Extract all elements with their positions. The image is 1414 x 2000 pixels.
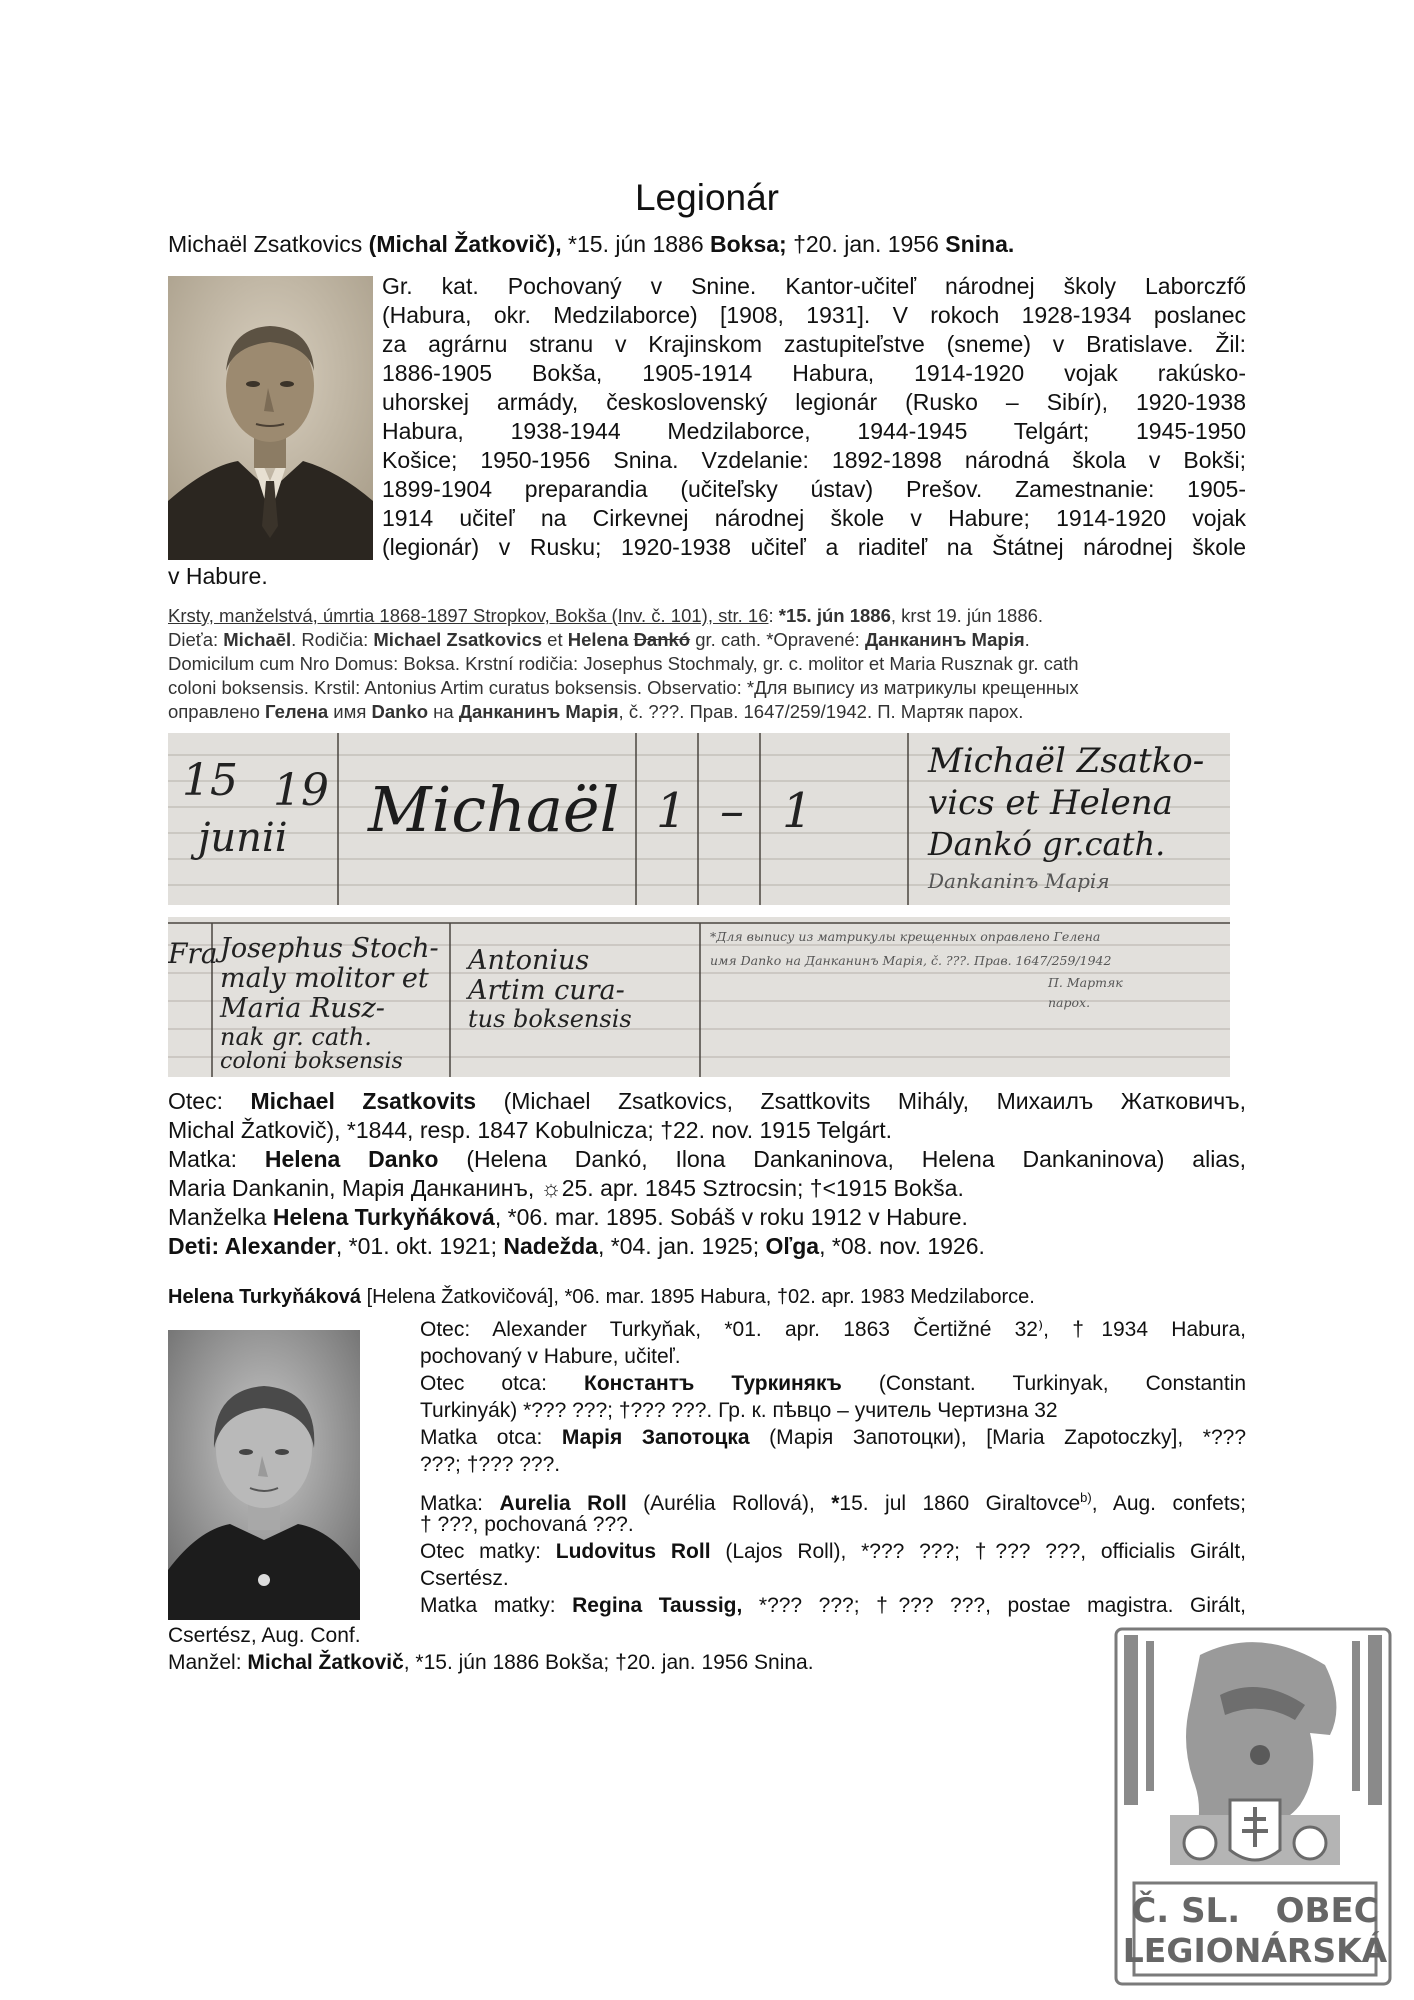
- record-source: Krsty, manželstvá, úmrtia 1868-1897 Stropkov, Bokša (Inv. č. 101), str. 16: [168, 605, 769, 626]
- scan-note-1: *Для выпису из матрикулы крещенных оправлено Гелена: [710, 929, 1101, 944]
- wife-header: [168, 1285, 1035, 1310]
- person-death-place: Snina.: [945, 231, 1015, 257]
- family-label: Manželka: [168, 1204, 273, 1230]
- wife-name: Helena Turkyňáková: [272, 1204, 495, 1230]
- record-text: et: [542, 629, 568, 650]
- wife-detail-text: 15. jul 1860 Giraltovce: [839, 1492, 1081, 1515]
- wife-detail-label: Matka matky:: [420, 1594, 573, 1617]
- wife-detail-text: (Lajos Roll), *??? ???; †??? ???, officialis Girált,: [710, 1540, 1246, 1563]
- mother-line-2: Maria Dankanin, Марія Данканинъ, ☼25. apr. 1845 Sztrocsin; †<1915 Bokša.: [168, 1175, 964, 1201]
- wife-detail-label: Otec otca:: [420, 1372, 585, 1395]
- record-child: Michaēl: [223, 629, 292, 650]
- child-date: , *08. nov. 1926.: [819, 1233, 985, 1259]
- wife-detail-name: Aurelia Roll: [499, 1492, 627, 1515]
- wife-detail-name: Ludovitus Roll: [555, 1540, 711, 1563]
- scan-day: 15: [182, 755, 238, 806]
- father-name: Michael Zsatkovits: [250, 1088, 477, 1114]
- wife-header-details: [Helena Žatkovičová], *06. mar. 1895 Habura, †02. apr. 1983 Medzilaborce.: [361, 1286, 1035, 1308]
- scan-priest-1: Antonius: [468, 945, 590, 976]
- record-text: , č. ???. Прав. 1647/259/1942. П. Мартяк парох.: [618, 701, 1024, 722]
- scan-priest-2: Artim cura-: [468, 975, 625, 1006]
- wife-detail-label: Matka:: [420, 1492, 500, 1515]
- wife-detail-text: (Марія Запотоцки), [Maria Zapotoczky], *???: [749, 1426, 1246, 1449]
- person-name-slovak: (Michal Žatkovič),: [368, 231, 562, 257]
- wife-detail-text: , *15. jún 1886 Bokša; †20. jan. 1956 Snina.: [403, 1651, 814, 1674]
- husband-line: [168, 1649, 814, 1676]
- bio-line: 1886-1905 Bokša, 1905-1914 Habura, 1914-1920 vojak rakúsko-: [382, 360, 1246, 386]
- mother-line: [168, 1145, 1246, 1174]
- scan-status: Fra: [168, 937, 218, 970]
- bio-line: uhorskej armády, československý legionár (Rusko – Sibír), 1920-1938: [382, 389, 1246, 415]
- scan-col-3: 1: [782, 783, 813, 839]
- wife-detail-footnote: b): [1080, 1490, 1092, 1505]
- child-name: Alexander: [224, 1233, 336, 1259]
- record-text: gr. cath. *Opravené:: [690, 629, 865, 650]
- child-name: Oľga: [765, 1233, 820, 1259]
- wife-detail-line: [420, 1424, 1246, 1451]
- mother-aliases: (Helena Dankó, Ilona Dankaninova, Helena Dankaninova) alias,: [438, 1146, 1246, 1172]
- wife-line: [168, 1203, 968, 1232]
- wife-detail-label: Otec matky:: [420, 1540, 556, 1563]
- wife-detail-text: *: [831, 1492, 840, 1515]
- register-scan-bottom: [168, 917, 1230, 1077]
- record-birth: *15. jún 1886: [778, 605, 891, 626]
- scan-col-1: 1: [656, 783, 687, 839]
- record-text: .: [1024, 629, 1030, 650]
- scan-month: junii: [198, 815, 288, 861]
- bio-line: Košice; 1950-1956 Snina. Vzdelanie: 1892-1898 národná škola v Bokši;: [382, 447, 1246, 473]
- wife-detail-text: (Constant. Turkinyak, Constantin: [841, 1372, 1246, 1395]
- wife-detail-name: Michal Žatkovič: [247, 1651, 404, 1674]
- record-text: на: [428, 701, 459, 722]
- bio-line: Habura, 1938-1944 Medzilaborce, 1944-1945 Telgárt; 1945-1950: [382, 418, 1246, 444]
- scan-godparents-5: coloni boksensis: [220, 1049, 403, 1074]
- person-name-original: Michaël Zsatkovics: [168, 231, 363, 257]
- wife-detail-line: [420, 1538, 1246, 1565]
- wife-detail-line: Csertész.: [420, 1567, 509, 1590]
- legion-seal-logo: [1110, 1625, 1400, 1990]
- bio-line: 1914 učiteľ na Cirkevnej národnej škole v Habure; 1914-1920 vojak: [382, 505, 1246, 531]
- scan-child-name: Michaël: [368, 773, 620, 846]
- record-text: Dieťa:: [168, 629, 224, 650]
- record-line-2: [168, 628, 1030, 652]
- family-label: Matka:: [168, 1146, 265, 1172]
- scan-col-2: –: [720, 783, 744, 839]
- record-line-3: Domicilum cum Nro Domus: Boksa. Krstní rodičia: Josephus Stochmaly, gr. c. molitor et Maria Rusznak gr. cath: [168, 653, 1079, 674]
- scan-parents-2: vics et Helena: [928, 783, 1173, 823]
- wife-detail-label: Matka otca:: [420, 1426, 562, 1449]
- child-date: , *01. okt. 1921;: [335, 1233, 504, 1259]
- scan-parents-4: Dankaninъ Марія: [928, 869, 1110, 893]
- person-birth: *15. jún 1886: [561, 231, 710, 257]
- record-text: :: [768, 605, 779, 626]
- wife-detail-line: Otec: Alexander Turkyňak, *01. apr. 1863 Čertižné 32⁾, †1934 Habura,: [420, 1318, 1246, 1341]
- bio-line: 1899-1904 preparandia (učiteľsky ústav) Prešov. Zamestnanie: 1905-: [382, 476, 1246, 502]
- scan-note-3: П. Мартяк: [1048, 975, 1123, 990]
- person-header: [168, 230, 1014, 259]
- wife-detail-line: ???; †??? ???.: [420, 1453, 561, 1476]
- portrait-helena-photo: [168, 1330, 360, 1620]
- wife-header-name: Helena Turkyňáková: [168, 1286, 362, 1308]
- scan-godparents-3: Maria Rusz-: [220, 993, 385, 1024]
- bio-line: Gr. kat. Pochovaný v Snine. Kantor-učiteľ národnej školy Laborczfő: [382, 273, 1246, 299]
- record-text: . Rodičia:: [291, 629, 374, 650]
- record-name: Данканинъ Марія: [458, 701, 619, 722]
- scan-parents-3: Dankó gr.cath.: [928, 825, 1166, 863]
- family-label: Otec:: [168, 1088, 251, 1114]
- scan-godparents-4: nak gr. cath.: [220, 1023, 372, 1051]
- father-line: [168, 1087, 1246, 1116]
- family-label: Deti:: [168, 1233, 225, 1259]
- father-line-2: Michal Žatkovič), *1844, resp. 1847 Kobulnicza; †22. nov. 1915 Telgárt.: [168, 1117, 893, 1143]
- person-death: †20. jan. 1956: [786, 231, 946, 257]
- wife-detail-label: Manžel:: [168, 1651, 248, 1674]
- scan-godparents-1: Josephus Stoch-: [220, 933, 439, 964]
- bio-line: (Habura, okr. Medzilaborce) [1908, 1931]. V rokoch 1928-1934 poslanec: [382, 302, 1246, 328]
- record-mother: Helena: [567, 629, 629, 650]
- wife-detail-text: (Aurélia Rollová),: [626, 1492, 832, 1515]
- mother-name: Helena Danko: [264, 1146, 439, 1172]
- children-line: [168, 1232, 985, 1261]
- father-aliases: (Michael Zsatkovics, Zsattkovits Mihály, Михаилъ Жатковичъ,: [476, 1088, 1246, 1114]
- record-name: Danko: [371, 701, 429, 722]
- scan-note-4: парох.: [1048, 995, 1091, 1010]
- wife-detail-line: [420, 1370, 1246, 1397]
- record-name: Гелена: [265, 701, 329, 722]
- child-date: , *04. jan. 1925;: [597, 1233, 766, 1259]
- portrait-michal-photo: [168, 276, 373, 560]
- wife-detail-line: † ???, pochovaná ???.: [420, 1513, 634, 1536]
- wife-detail-name: Константъ Туркинякъ: [584, 1372, 842, 1395]
- record-text: , krst 19. jún 1886.: [890, 605, 1044, 626]
- record-line-1: [168, 604, 1043, 628]
- wife-detail-line: Csertész, Aug. Conf.: [168, 1624, 361, 1647]
- child-name: Nadežda: [503, 1233, 598, 1259]
- record-corrected: Данканинъ Марія: [864, 629, 1025, 650]
- bio-line: v Habure.: [168, 563, 268, 589]
- seal-text-1: Č. SL. OBEC: [1131, 1891, 1379, 1931]
- record-mother-struck: Dankó: [633, 629, 691, 650]
- record-line-4: coloni boksensis. Krstil: Antonius Artim curatus boksensis. Observatio: *Для выпису из матрикулы крещенных: [168, 677, 1079, 698]
- scan-baptism-day: 19: [273, 765, 329, 816]
- wife-detail-text: , Aug. confets;: [1091, 1492, 1246, 1515]
- wife-detail-name: Марія Запотоцка: [561, 1426, 750, 1449]
- wife-detail-line: [420, 1592, 1246, 1619]
- scan-parents-1: Michaël Zsatko-: [928, 741, 1205, 781]
- wife-detail-line: Turkinyák) *??? ???; †??? ???. Гр. к. пѣвцо – учитель Чертизна 32: [420, 1399, 1058, 1422]
- scan-note-2: имя Danko на Данканинъ Марія, č. ???. Прав. 1647/259/1942: [710, 953, 1112, 968]
- scan-priest-3: tus boksensis: [468, 1005, 632, 1033]
- wife-details: , *06. mar. 1895. Sobáš v roku 1912 v Habure.: [494, 1204, 968, 1230]
- seal-text-2: LEGIONÁRSKÁ: [1122, 1931, 1388, 1970]
- wife-detail-name: Regina Taussig,: [572, 1594, 743, 1617]
- page-title: Legionár: [634, 177, 779, 218]
- wife-detail-text: *??? ???; †??? ???, postae magistra. Girált,: [742, 1594, 1246, 1617]
- person-birth-place: Boksa;: [710, 231, 787, 257]
- wife-detail-line: pochovaný v Habure, učiteľ.: [420, 1345, 681, 1368]
- record-text: оправлено: [168, 701, 266, 722]
- record-text: имя: [328, 701, 372, 722]
- bio-line: za agrárnu stranu v Krajinskom zastupiteľstve (sneme) v Bratislave. Žil:: [382, 331, 1246, 357]
- register-scan-top: [168, 733, 1230, 905]
- record-father: Michael Zsatkovics: [373, 629, 543, 650]
- bio-line: (legionár) v Rusku; 1920-1938 učiteľ a riaditeľ na Štátnej národnej škole: [382, 534, 1246, 560]
- scan-godparents-2: maly molitor et: [220, 963, 429, 994]
- record-line-5: [168, 700, 1023, 724]
